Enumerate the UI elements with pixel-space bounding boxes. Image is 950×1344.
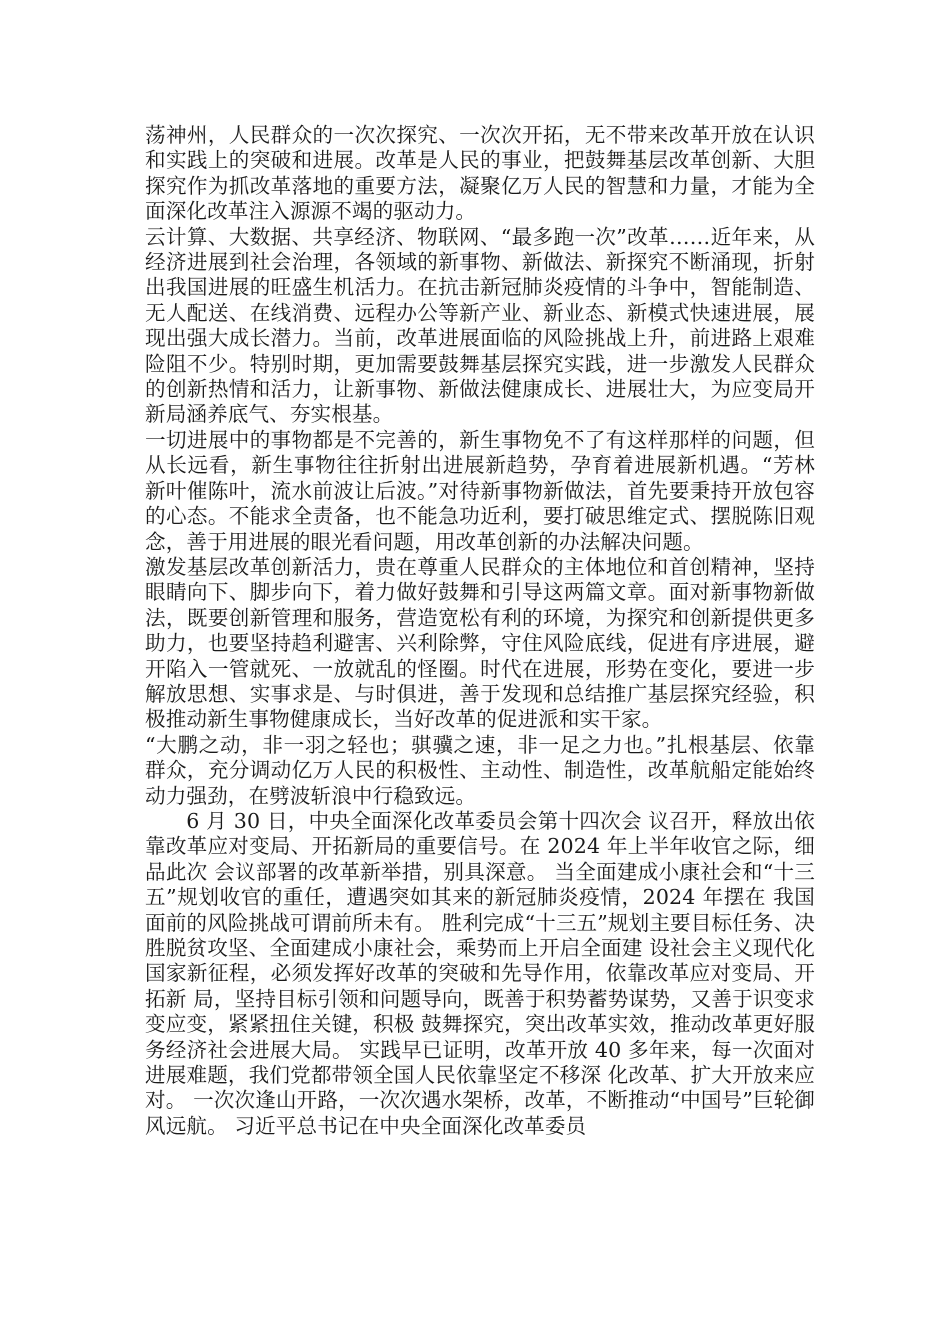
paragraph-3: 一切进展中的事物都是不完善的，新生事物免不了有这样那样的问题，但从长远看，新生事物往往折射出进展新趋势，孕育着进展新机遇。“芳林新叶催陈叶，流水前波让后波。”对待新事物新做法，首先要秉持开放包容的心态。不能求全责备，也不能急功近利，要打破思维定式、摆脱陈旧观念，善于用进展的眼光看问题，用改革创新的办法解决问题。 <box>145 427 815 554</box>
paragraph-4: 激发基层改革创新活力，贵在尊重人民群众的主体地位和首创精神，坚持眼睛向下、脚步向下，着力做好鼓舞和引导这两篇文章。面对新事物新做法，既要创新管理和服务，营造宽松有利的环境，为探究和创新提供更多助力，也要坚持趋利避害、兴利除弊，守住风险底线，促进有序进展，避开陷入一管就死、一放就乱的怪圈。时代在进展，形势在变化，要进一步解放思想、实事求是、与时俱进，善于发现和总结推广基层探究经验，积极推动新生事物健康成长，当好改革的促进派和实干家。 <box>145 554 815 732</box>
document-page <box>145 123 815 1139</box>
paragraph-1: 荡神州，人民群众的一次次探究、一次次开拓，无不带来改革开放在认识和实践上的突破和进展。改革是人民的事业，把鼓舞基层改革创新、大胆探究作为抓改革落地的重要方法，凝聚亿万人民的智慧和力量，才能为全面深化改革注入源源不竭的驱动力。 <box>145 123 815 224</box>
paragraph-6: 6 月 30 日，中央全面深化改革委员会第十四次会 议召开，释放出依靠改革应对变局、开拓新局的重要信号。在 2024 年上半年收官之际，细品此次 会议部署的改革新举措，别具深意。 当全面建成小康社会和“十三五”规划收官的重任，遭遇突如其来的新冠肺炎疫情，2024 年摆在 我国面前的风险挑战可谓前所未有。 胜利完成“十三五”规划主要目标任务、决胜脱贫攻坚、全面建成小康社会，乘势而上开启全面建 设社会主义现代化国家新征程，必须发挥好改革的突破和先导作用，依靠改革应对变局、开拓新 局，坚持目标引领和问题导向，既善于积势蓄势谋势，又善于识变求变应变，紧紧扭住关键，积极 鼓舞探究，突出改革实效，推动改革更好服务经济社会进展大局。 实践早已证明，改革开放 40 多年来，每一次面对进展难题，我们党都带领全国人民依靠坚定不移深 化改革、扩大开放来应对。 一次次逢山开路，一次次遇水架桥，改革，不断推动“中国号”巨轮御风远航。 习近平总书记在中央全面深化改革委员 <box>145 808 815 1138</box>
paragraph-2: 云计算、大数据、共享经济、物联网、“最多跑一次”改革……近年来，从经济进展到社会治理，各领域的新事物、新做法、新探究不断涌现，折射出我国进展的旺盛生机活力。在抗击新冠肺炎疫情的斗争中，智能制造、无人配送、在线消费、远程办公等新产业、新业态、新模式快速进展，展现出强大成长潜力。当前，改革进展面临的风险挑战上升，前进路上艰难险阻不少。特别时期，更加需要鼓舞基层探究实践，进一步激发人民群众的创新热情和活力，让新事物、新做法健康成长、进展壮大，为应变局开新局涵养底气、夯实根基。 <box>145 224 815 427</box>
paragraph-5: “大鹏之动，非一羽之轻也；骐骥之速，非一足之力也。”扎根基层、依靠群众，充分调动亿万人民的积极性、主动性、制造性，改革航船定能始终动力强劲，在劈波斩浪中行稳致远。 <box>145 732 815 808</box>
